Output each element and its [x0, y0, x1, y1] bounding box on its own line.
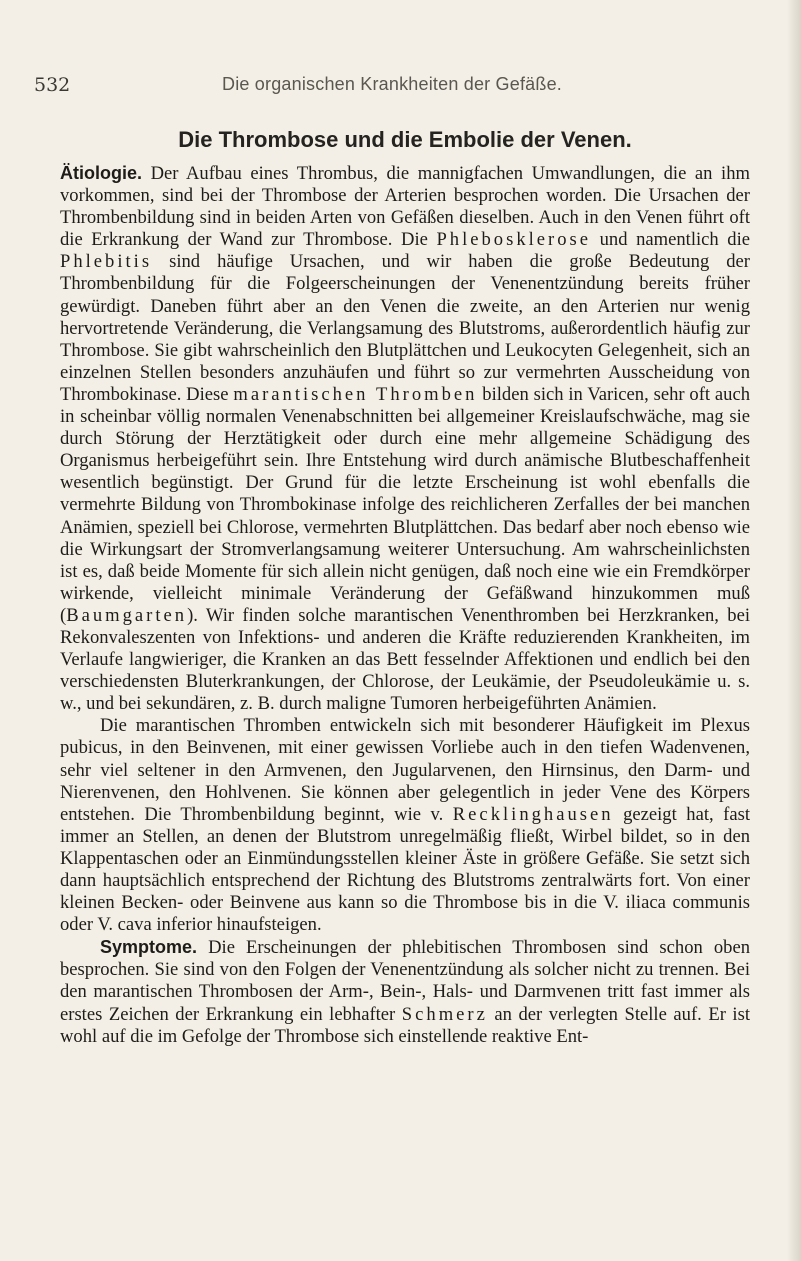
running-title: Die organischen Krankheiten der Gefäße. — [222, 74, 562, 94]
author-baumgarten: Baumgarten — [66, 604, 188, 626]
text-run: an der verlegten Stelle auf. Er ist wohl auf die im Gefolge der Thrombose sich einstellende reaktive Ent- — [60, 1003, 750, 1047]
page-header — [34, 74, 748, 100]
emphasis-phlebosklerose: Phlebosklerose — [436, 229, 592, 251]
paragraph-symptome — [60, 936, 750, 1047]
page-edge-shadow — [787, 0, 801, 1261]
section-title: Die Thrombose und die Embolie der Venen. — [178, 127, 632, 152]
text-run: Die marantischen Thromben entwickeln sich mit besonderer Häufigkeit im Plexus pubicus, in den Beinvenen, mit einer gewissen Vorliebe auch in den tiefen Wadenvenen, sehr viel seltener in den Armvenen, den Jugularvenen, den Hirnsinus, den Darm- und Nierenvenen, den Hohlvenen. Sie können aber gelegentlich in jeder Vene des Körpers entstehen. Die Thrombenbildung beginnt, wie v. — [60, 715, 750, 825]
page-number: 532 — [34, 74, 71, 96]
text-run: ). Wir finden solche marantischen Venenthromben bei Herzkranken, bei Rekonvaleszenten von Infektions- und anderen die Kräfte reduzierenden Krankheiten, im Verlaufe langwieriger, die Kranken an das Bett fesselnder Affektionen und endlich bei den verschiedensten Bluterkrankungen, der Chlorose, der Leukämie, der Pseudoleukämie u. s. w., und bei sekundären, z. B. durch maligne Tumoren herbeigeführten Anämien. — [60, 604, 750, 715]
text-run: gezeigt hat, fast immer an Stellen, an denen der Blutstrom unregelmäßig fließt, Wirbel bildet, so in den Klappentaschen oder an Einmündungsstellen kleiner Äste in größere Gefäße. Sie setzt sich dann hauptsächlich entsprechend der Richtung des Blutstroms zentralwärts fort. Von einer kleinen Becken- oder Beinvene aus kann so die Thrombose bis in die V. iliaca communis oder V. cava inferior hinaufsteigen. — [60, 803, 751, 936]
paragraph-aetiologie — [60, 162, 750, 715]
symptome-heading: Symptome. — [100, 937, 198, 958]
emphasis-schmerz: Schmerz — [401, 1003, 488, 1025]
text-run: sind häufige Ursachen, und wir haben die große Bedeutung der Thrombenbildung für die Folgeerscheinungen der Venenentzündung bereits früher gewürdigt. Daneben führt aber an den Venen die zweite, an den Arterien nur wenig hervortretende Veränderung, die Verlangsamung des Blutstroms, außerordentlich häufig zur Thrombose. Sie gibt wahrscheinlich den Blutplättchen und Leukocyten Gelegenheit, sich an einzelnen Stellen besonders anzuhäufen und führt so zur vermehrten Ausscheidung von Thrombokinase. Diese — [60, 251, 750, 405]
emphasis-phlebitis: Phlebitis — [60, 251, 153, 273]
text-run: Die Erscheinungen der phlebitischen Thrombosen sind schon oben besprochen. Sie sind von den Folgen der Venenentzündung als solcher nicht zu trennen. Bei den marantischen Thrombosen der Arm-, Bein-, Hals- und Darmvenen tritt fast immer als erstes Zeichen der Erkrankung ein lebhafter — [60, 937, 750, 1025]
author-recklinghausen: Recklinghausen — [452, 803, 614, 825]
body-text — [60, 162, 750, 1048]
paragraph-marantische-thromben — [60, 715, 750, 936]
text-run: und namentlich die — [591, 229, 750, 251]
text-run: Der Aufbau eines Thrombus, die mannigfachen Umwandlungen, die an ihm vorkommen, sind bei der Thrombose der Arterien besprochen worden. Die Ursachen der Thrombenbildung sind in beiden Arten von Gefäßen dieselben. Auch in den Venen führt oft die Erkrankung der Wand zur Thrombose. Die — [60, 163, 750, 251]
aetiologie-heading: Ätiologie. — [60, 163, 142, 183]
emphasis-marantische-thromben: marantischen Thromben — [233, 383, 478, 405]
text-run: bilden sich in Varicen, sehr oft auch in scheinbar völlig normalen Venenabschnitten bei allgemeiner Kreislaufschwäche, mag sie durch Störung der Herztätigkeit oder durch eine mehr allgemeine Schädigung des Organismus herbeigeführt sein. Ihre Entstehung wird durch anämische Blutbeschaffenheit wesentlich begünstigt. Der Grund für die letzte Erscheinung ist wohl ebenfalls die vermehrte Bildung von Thrombokinase infolge des reichlicheren Zerfalles der bei manchen Anämien, speziell bei Chlorose, vermehrten Blutplättchen. Das bedarf aber noch ebenso wie die Wirkungsart der Stromverlangsamung weiterer Untersuchung. Am wahrscheinlichsten ist es, daß beide Momente für sich allein nicht genügen, daß noch eine wie ein Fremdkörper wirkende, vielleicht minimale Veränderung der Gefäßwand hinzukommen muß ( — [60, 383, 750, 626]
